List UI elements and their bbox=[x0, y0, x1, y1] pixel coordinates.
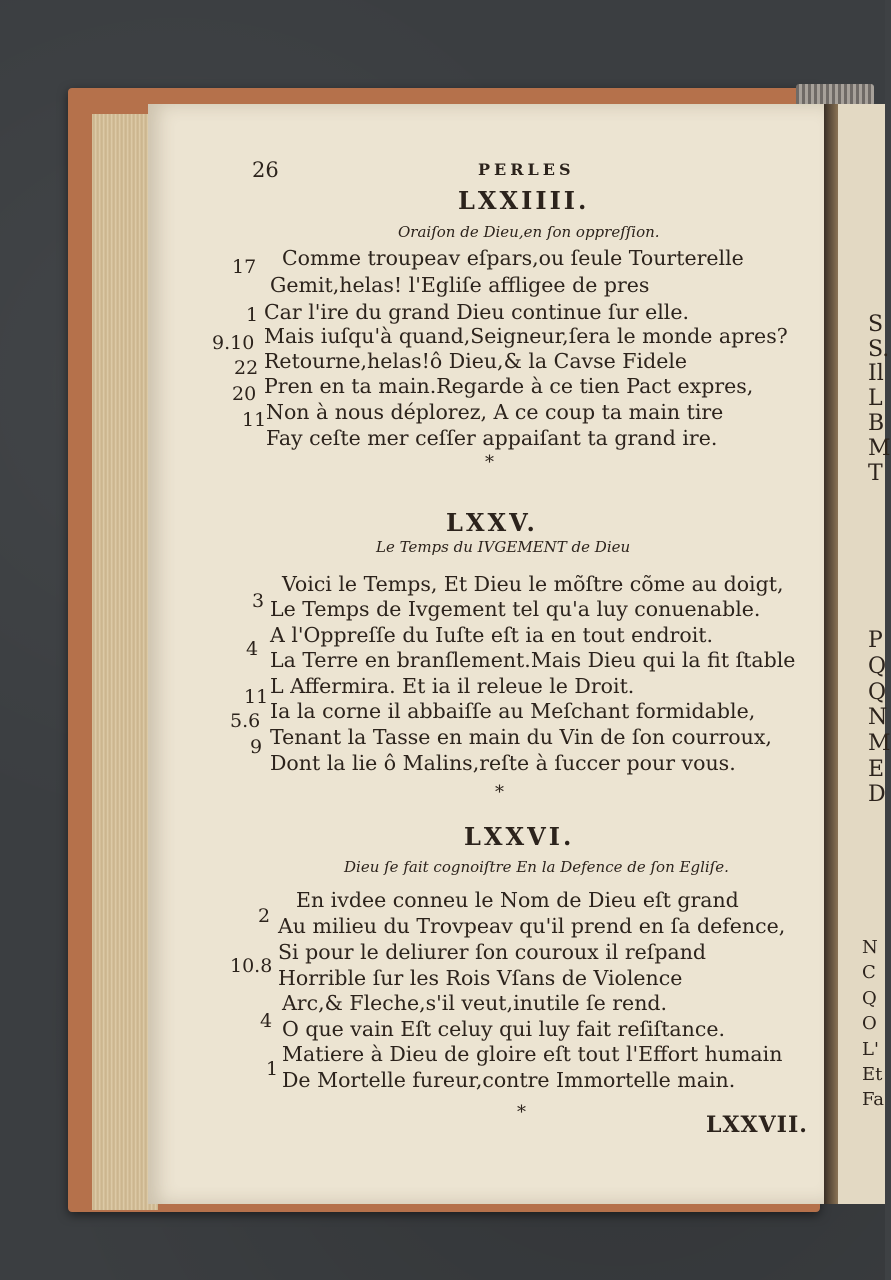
verse-line: De Mortelle fureur,contre Immortelle main. bbox=[282, 1068, 736, 1092]
verse-line: Car l'ire du grand Dieu continue ſur elle. bbox=[264, 300, 689, 324]
section-subtitle: Oraiſon de Dieu,en ſon oppreſſion. bbox=[398, 223, 660, 241]
verse-line: Mais iuſqu'à quand,Seigneur,ſera le monde apres? bbox=[264, 324, 788, 348]
verse-ref: 5.6 bbox=[230, 710, 261, 732]
verse-line: Si pour le deliurer ſon couroux il reſpand bbox=[278, 940, 707, 964]
verse-line: Retourne,helas!ô Dieu,& la Cavse Fidele bbox=[264, 349, 688, 373]
facing-page-letter: M bbox=[868, 731, 891, 756]
verse-line: Comme troupeav eſpars,ou ſeule Tourterelle bbox=[282, 246, 744, 270]
facing-page-letter: S bbox=[868, 312, 884, 337]
facing-page-letter: Et bbox=[862, 1064, 883, 1085]
verse-ref: 1 bbox=[246, 304, 259, 326]
verse-ref: 2 bbox=[258, 905, 271, 927]
page-number: 26 bbox=[252, 158, 279, 182]
verse-line: Au milieu du Trovpeav qu'il prend en ſa defence, bbox=[278, 914, 786, 938]
facing-page-letter: S. bbox=[868, 337, 890, 362]
book-gutter bbox=[824, 104, 838, 1204]
verse-ref: 22 bbox=[234, 357, 259, 379]
facing-page-letter: C bbox=[862, 962, 876, 983]
facing-page-letter: T bbox=[868, 461, 883, 486]
ornament-asterisk: * bbox=[495, 782, 504, 803]
facing-page-letter: Q bbox=[868, 680, 887, 705]
verse-ref: 4 bbox=[260, 1010, 273, 1032]
facing-page-letter: Q bbox=[862, 988, 877, 1009]
verse-ref: 11 bbox=[242, 409, 267, 431]
verse-ref: 20 bbox=[232, 383, 257, 405]
verse-line: Dont la lie ô Malins,reſte à ſuccer pour vous. bbox=[270, 751, 736, 775]
verse-line: Pren en ta main.Regarde à ce tien Pact expres, bbox=[264, 374, 754, 398]
verse-ref: 3 bbox=[252, 590, 265, 612]
facing-page-letter: M bbox=[868, 436, 891, 461]
verse-line: O que vain Eſt celuy qui luy fait reſiſtance. bbox=[282, 1017, 725, 1041]
facing-page-letter: N bbox=[862, 937, 878, 958]
ornament-asterisk: * bbox=[517, 1102, 526, 1123]
section-numeral: LXXVI. bbox=[464, 822, 575, 851]
facing-page-letter: D bbox=[868, 782, 886, 807]
verse-ref: 11 bbox=[244, 686, 269, 708]
facing-page-letter: L' bbox=[862, 1039, 879, 1060]
verse-line: Arc,& Fleche,s'il veut,inutile ſe rend. bbox=[282, 991, 668, 1015]
verse-line: Non à nous déplorez, A ce coup ta main tire bbox=[266, 400, 724, 424]
running-title: PERLES bbox=[478, 160, 575, 179]
facing-page-letter: Il bbox=[868, 361, 884, 386]
verse-line: Tenant la Tasse en main du Vin de ſon courroux, bbox=[270, 725, 772, 749]
section-subtitle: Dieu ſe fait cognoiſtre En la Defence de ſon Egliſe. bbox=[344, 858, 729, 876]
verse-line: Matiere à Dieu de gloire eſt tout l'Effort humain bbox=[282, 1042, 783, 1066]
verse-ref: 4 bbox=[246, 638, 259, 660]
verse-ref: 9.10 bbox=[212, 332, 255, 354]
verse-ref: 17 bbox=[232, 256, 257, 278]
facing-page-letter: N bbox=[868, 705, 888, 730]
verse-line: Ia la corne il abbaiſſe au Meſchant formidable, bbox=[270, 699, 756, 723]
section-numeral: LXXV. bbox=[446, 508, 538, 537]
facing-page-letter: Fa bbox=[862, 1089, 884, 1110]
verse-line: A l'Oppreſſe du Iuſte eſt ia en tout endroit. bbox=[270, 623, 714, 647]
catchword: LXXVII. bbox=[706, 1112, 808, 1138]
facing-page-letter: O bbox=[862, 1013, 877, 1034]
verse-line: Le Temps de Ivgement tel qu'a luy conuenable. bbox=[270, 597, 761, 621]
facing-page-letter: E bbox=[868, 757, 885, 782]
section-numeral: LXXIIII. bbox=[458, 186, 590, 215]
verse-line: En ivdee conneu le Nom de Dieu eſt grand bbox=[296, 888, 739, 912]
ornament-asterisk: * bbox=[485, 452, 494, 473]
facing-page-letter: P bbox=[868, 628, 883, 653]
section-subtitle: Le Temps du IVGEMENT de Dieu bbox=[376, 538, 631, 556]
spine-headband bbox=[796, 84, 874, 106]
verse-line: Fay ceſte mer ceſſer appaiſant ta grand ire. bbox=[266, 426, 718, 450]
verse-ref: 1 bbox=[266, 1058, 279, 1080]
verse-ref: 10.8 bbox=[230, 955, 273, 977]
facing-page-letter: Q bbox=[868, 654, 887, 679]
verse-line: Gemit,helas! l'Egliſe affligee de pres bbox=[270, 273, 650, 297]
facing-page-letter: B bbox=[868, 411, 885, 436]
verse-line: La Terre en branſlement.Mais Dieu qui la fit ſtable bbox=[270, 648, 796, 672]
verse-ref: 9 bbox=[250, 736, 263, 758]
verse-line: Voici le Temps, Et Dieu le mõſtre cõme au doigt, bbox=[282, 572, 784, 596]
facing-page-letter: L bbox=[868, 386, 883, 411]
verse-line: Horrible ſur les Rois Vſans de Violence bbox=[278, 966, 683, 990]
verse-line: L Affermira. Et ia il releue le Droit. bbox=[270, 674, 635, 698]
